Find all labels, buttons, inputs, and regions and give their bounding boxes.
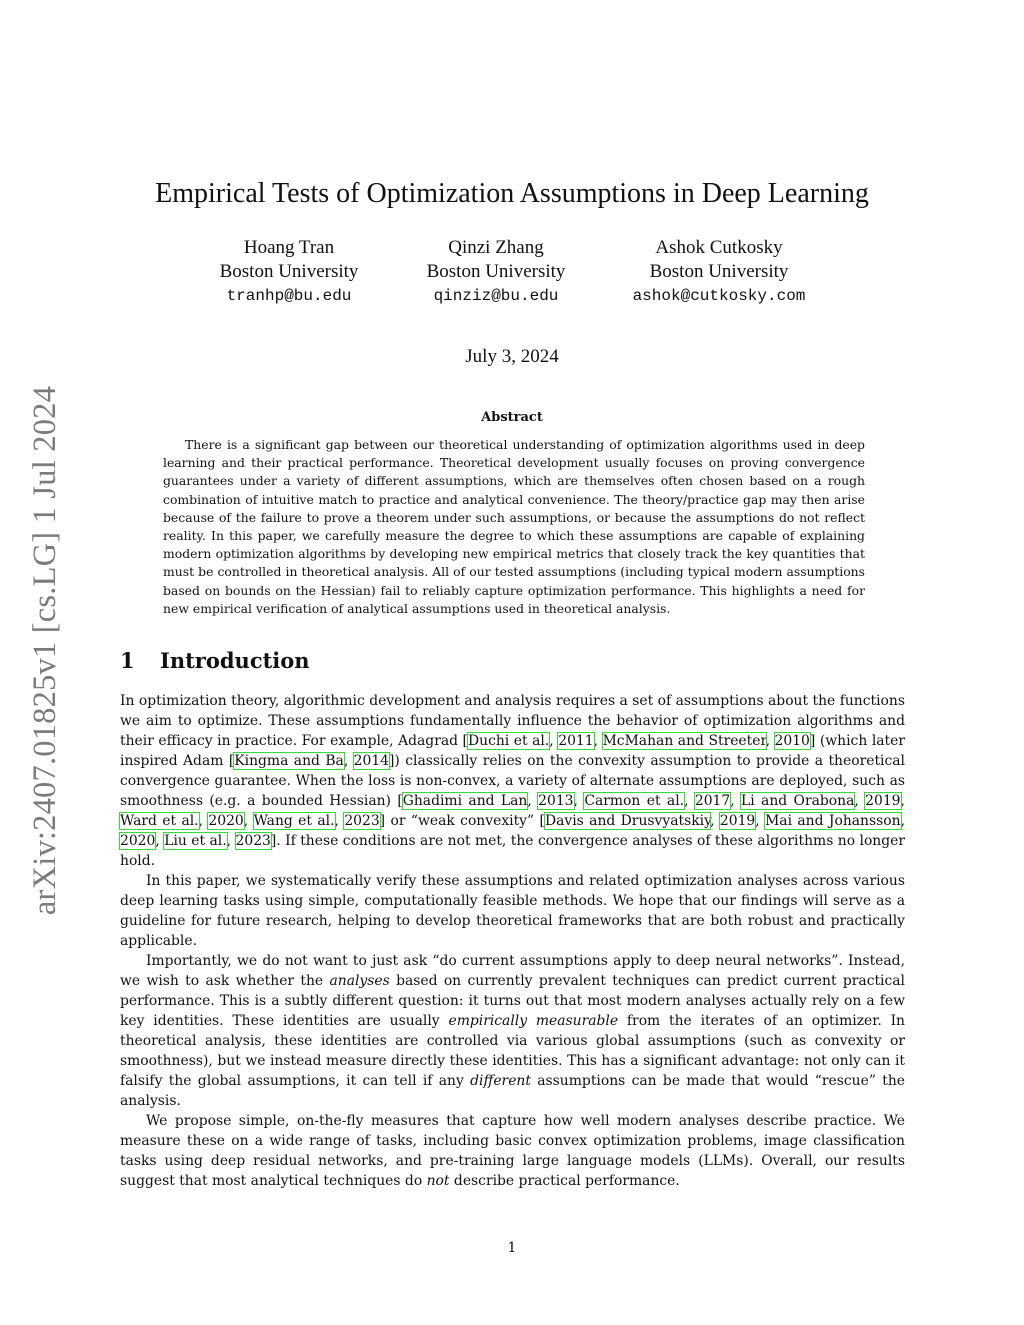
text-run: from the iterates of an optimizer. In theoretical analysis, these identities are controlled via various global assumptions (such as convexity or smoothness), but we instead measure directly these identities. This has a significant advantage: not only can it falsify the global assumptions, it can tell if any [120,1013,906,1089]
emphasis: not [426,1173,450,1189]
text-run: describe practical performance. [449,1173,680,1189]
citation-link[interactable]: Duchi et al. [467,733,550,749]
text-run: ]) classically relies on the convexity assumption to provide a theoretical convergence guarantee. When the loss is non-convex, a variety of alternate assumptions are deployed, such as smoothness (e.g. a bounded Hessian) [ [120,753,905,809]
paragraph-3 [120,951,905,1111]
introduction-body [120,691,905,1191]
citation-link[interactable]: 2020 [120,833,156,849]
author-affiliation: Boston University [219,261,359,282]
text-run: Importantly, we do not want to just ask “do current assumptions apply to deep neural networks”. Instead, we wish to ask whether the [120,953,905,989]
citation-link[interactable]: Li and Orabona [741,793,855,809]
citation-link[interactable]: Liu et al. [164,833,227,849]
section-heading-introduction [120,648,310,673]
emphasis: analyses [329,973,390,989]
text-run: ] (which later inspired Adam [ [120,733,905,769]
citation-link[interactable]: Ward et al. [120,813,199,829]
text-run: based on currently prevalent techniques can predict current practical performance. This is a subtly different question: it turns out that most modern analyses actually rely on a few key identities. These identities are usually [120,973,905,1029]
author-3 [609,236,829,308]
citation-link[interactable]: 2023 [344,813,380,829]
arxiv-identifier-stamp [16,372,76,928]
author-email: tranhp@bu.edu [226,287,352,305]
author-1 [179,236,399,308]
page-number: 1 [507,1240,517,1256]
paragraph-4 [120,1111,905,1191]
citation-link[interactable]: 2019 [865,793,901,809]
citation-link[interactable]: 2013 [538,793,574,809]
citation-link[interactable]: 2014 [353,753,390,769]
author-name: Qinzi Zhang [448,237,544,258]
citation-link[interactable]: Wang et al. [253,813,335,829]
citation-link[interactable]: Davis and Drusvyatskiy [544,813,711,829]
emphasis: empirically measurable [448,1013,619,1029]
paragraph-1: In optimization theory, algorithmic development and analysis requires a set of assumptions about the functions we aim to optimize. These assumptions fundamentally influence the behavior of optimization algorithms and their efficacy in practice. For example, Adagrad [Duchi et al., 2011, McMahan and Streeter, 2010] (which later inspired Adam [Kingma and Ba, 2014]) classically relies on the convexity assumption to provide a theoretical convergence guarantee. When the loss is non-convex, a variety of alternate assumptions are deployed, such as smoothness (e.g. a bounded Hessian) [Ghadimi and Lan, 2013, Carmon et al., 2017, Li and Orabona, 2019, Ward et al., 2020, Wang et al., 2023] or “weak convexity” [Davis and Drusvyatskiy, 2019, Mai and Johansson, 2020, Liu et al., 2023]. If these conditions are not met, the convergence analyses of these algorithms no longer hold. [120,693,905,869]
arxiv-identifier-text: arXiv:2407.01825v1 [cs.LG] 1 Jul 2024 [27,385,64,915]
citation-link[interactable]: 2023 [235,833,271,849]
author-name: Ashok Cutkosky [655,237,783,258]
citation-link[interactable]: Carmon et al. [584,793,685,809]
text-run: assumptions can be made that would “rescue” the analysis. [120,1073,905,1109]
paper-title: Empirical Tests of Optimization Assumptions in Deep Learning [155,178,869,209]
section-number: 1 [120,648,135,673]
citation-link[interactable]: 2019 [719,813,756,829]
citation-link[interactable]: McMahan and Streeter [602,733,766,749]
author-affiliation: Boston University [426,261,566,282]
text-run: In optimization theory, algorithmic development and analysis requires a set of assumptions about the functions we aim to optimize. These assumptions fundamentally influence the behavior of optimization algorithms and their efficacy in practice. For example, Adagrad [ [120,693,905,749]
author-email: qinziz@bu.edu [433,287,559,305]
citation-link[interactable]: Ghadimi and Lan [402,793,528,809]
abstract-heading: Abstract [481,410,543,425]
citation-link[interactable]: 2020 [208,813,244,829]
author-affiliation: Boston University [649,261,789,282]
text-run: ]. If these conditions are not met, the convergence analyses of these algorithms no longer hold. [120,833,905,869]
text-run: ] or “weak convexity” [ [379,813,545,829]
author-name: Hoang Tran [243,237,335,258]
emphasis: different [470,1073,531,1089]
text-run: We propose simple, on-the-fly measures that capture how well modern analyses describe practice. We measure these on a wide range of tasks, including basic convex optimization problems, image classification tasks using deep residual networks, and pre-training large language models (LLMs). Overall, our results suggest that most analytical techniques do [120,1113,905,1189]
citation-link[interactable]: 2010 [774,733,810,749]
abstract-text: There is a significant gap between our theoretical understanding of optimization algorithms used in deep learning and their practical performance. Theoretical development usually focuses on proving convergence guarantees under a variety of different assumptions, which are themselves often chosen based on a rough combination of intuitive match to practice and analytical convenience. The theory/practice gap may then arise because of the failure to prove a theorem under such assumptions, or because the assumptions do not reflect reality. In this paper, we carefully measure the degree to which these assumptions are capable of explaining modern optimization algorithms by developing new empirical metrics that closely track the key quantities that must be controlled in theoretical analysis. All of our tested assumptions (including typical modern assumptions based on bounds on the Hessian) fail to reliably capture optimization performance. This highlights a need for new empirical verification of analytical assumptions used in theoretical analysis. [163,437,865,616]
citation-link[interactable]: 2011 [558,733,594,749]
citation-link[interactable]: 2017 [694,793,731,809]
publication-date: July 3, 2024 [465,346,559,367]
citation-link[interactable]: Kingma and Ba [234,753,344,769]
section-title: Introduction [160,648,310,673]
citation-link[interactable]: Mai and Johansson [765,813,901,829]
author-email: ashok@cutkosky.com [632,287,806,305]
paragraph-2: In this paper, we systematically verify these assumptions and related optimization analyses across various deep learning tasks using simple, computationally feasible methods. We hope that our findings will serve as a guideline for future research, helping to develop theoretical frameworks that are both robust and practically applicable. [120,873,905,949]
author-2 [386,236,606,308]
